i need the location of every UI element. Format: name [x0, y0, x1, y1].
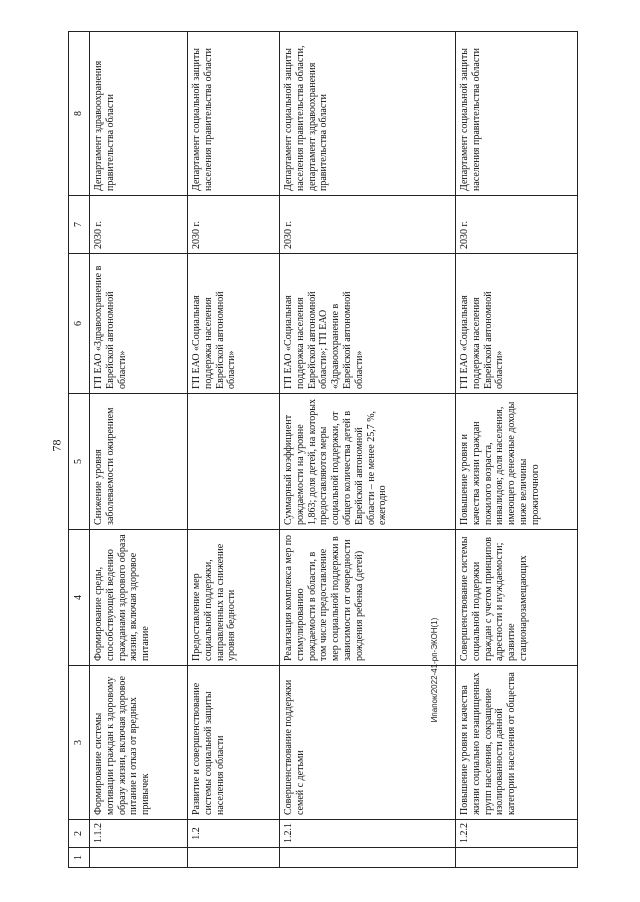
- cell-index: [280, 848, 456, 868]
- cell-result: [188, 394, 280, 530]
- cell-index: [188, 848, 280, 868]
- cell-measure: Совершенствование системы социальной поддержки граждан с учетом принципов адресности и нуждаемости; развитие стационарозамещающих: [456, 530, 578, 666]
- cell-item-number: 1.2.1: [280, 820, 456, 848]
- cell-item-number: 1.2.2: [456, 820, 578, 848]
- table-row: [90, 32, 188, 868]
- cell-measure: Формирование среды, способствующей ведению гражданами здорового образа жизни, включая здоровое питание: [90, 530, 188, 666]
- column-header: 7: [69, 196, 90, 254]
- cell-task: Совершенствование поддержки семей с детьми: [280, 666, 456, 820]
- cell-result: Суммарный коэффициент рождаемости на уровне 1,863; доля детей, на которых предоставляются меры социальной поддержки, от общего количества детей в Еврейской автономной области – не менее 25,7 %, ежегодно: [280, 394, 456, 530]
- cell-program: ГП ЕАО «Социальная поддержка населения Еврейской автономной области»: [188, 254, 280, 394]
- cell-task: Развитие и совершенствование системы социальной защиты населения области: [188, 666, 280, 820]
- cell-responsible: Департамент социальной защиты населения правительства области, департамент здравоохранения правительства области: [280, 32, 456, 196]
- cell-task: Повышение уровня и качества жизни социально незащищенных групп населения, сокращение изолированности данной категории населения от общества: [456, 666, 578, 820]
- cell-measure: Предоставление мер социальной поддержки, направленных на снижение уровня бедности: [188, 530, 280, 666]
- cell-deadline: 2030 г.: [188, 196, 280, 254]
- cell-item-number: 1.1.2: [90, 820, 188, 848]
- measures-table: [68, 31, 578, 868]
- cell-program: ГП ЕАО «Здравоохранение в Еврейской автономной области»: [90, 254, 188, 394]
- column-header: 6: [69, 254, 90, 394]
- cell-deadline: 2030 г.: [456, 196, 578, 254]
- cell-responsible: Департамент социальной защиты населения правительства области: [456, 32, 578, 196]
- rotated-table-container: [68, 32, 578, 868]
- table-row: [456, 32, 578, 868]
- page-number: 78: [49, 439, 64, 452]
- column-header: 5: [69, 394, 90, 530]
- cell-result: Снижение уровня заболеваемости ожирением: [90, 394, 188, 530]
- cell-item-number: 1.2: [188, 820, 280, 848]
- cell-program: ГП ЕАО «Социальная поддержка населения Еврейской автономной области»; ГП ЕАО «Здравоохранение в Еврейской автономной области»: [280, 254, 456, 394]
- cell-index: [90, 848, 188, 868]
- cell-responsible: Департамент социальной защиты населения правительства области: [188, 32, 280, 196]
- cell-index: [456, 848, 578, 868]
- cell-task: Формирование системы мотивации граждан к здоровому образу жизни, включая здоровое питание и отказ от вредных привычек: [90, 666, 188, 820]
- cell-deadline: 2030 г.: [280, 196, 456, 254]
- cell-result: Повышение уровня и качества жизни граждан пожилого возраста, инвалидов; доля населения, имеющего денежные доходы ниже величины прожиточного: [456, 394, 578, 530]
- cell-program: ГП ЕАО «Социальная поддержка населения Еврейской автономной области»: [456, 254, 578, 394]
- column-header: 1: [69, 848, 90, 868]
- cell-responsible: Департамент здравоохранения правительства области: [90, 32, 188, 196]
- table-row: [188, 32, 280, 868]
- column-header: 3: [69, 666, 90, 820]
- document-registration-code: Ипапок/2022-41-рп-ЭКОН(1): [430, 617, 439, 723]
- column-header: 2: [69, 820, 90, 848]
- cell-measure: Реализация комплекса мер по стимулированию рождаемости в области, в том числе предоставление мер социальной поддержки в зависимости от очередности рождения ребенка (детей): [280, 530, 456, 666]
- table-header-row: [69, 32, 90, 868]
- column-header: 4: [69, 530, 90, 666]
- cell-deadline: 2030 г.: [90, 196, 188, 254]
- column-header: 8: [69, 32, 90, 196]
